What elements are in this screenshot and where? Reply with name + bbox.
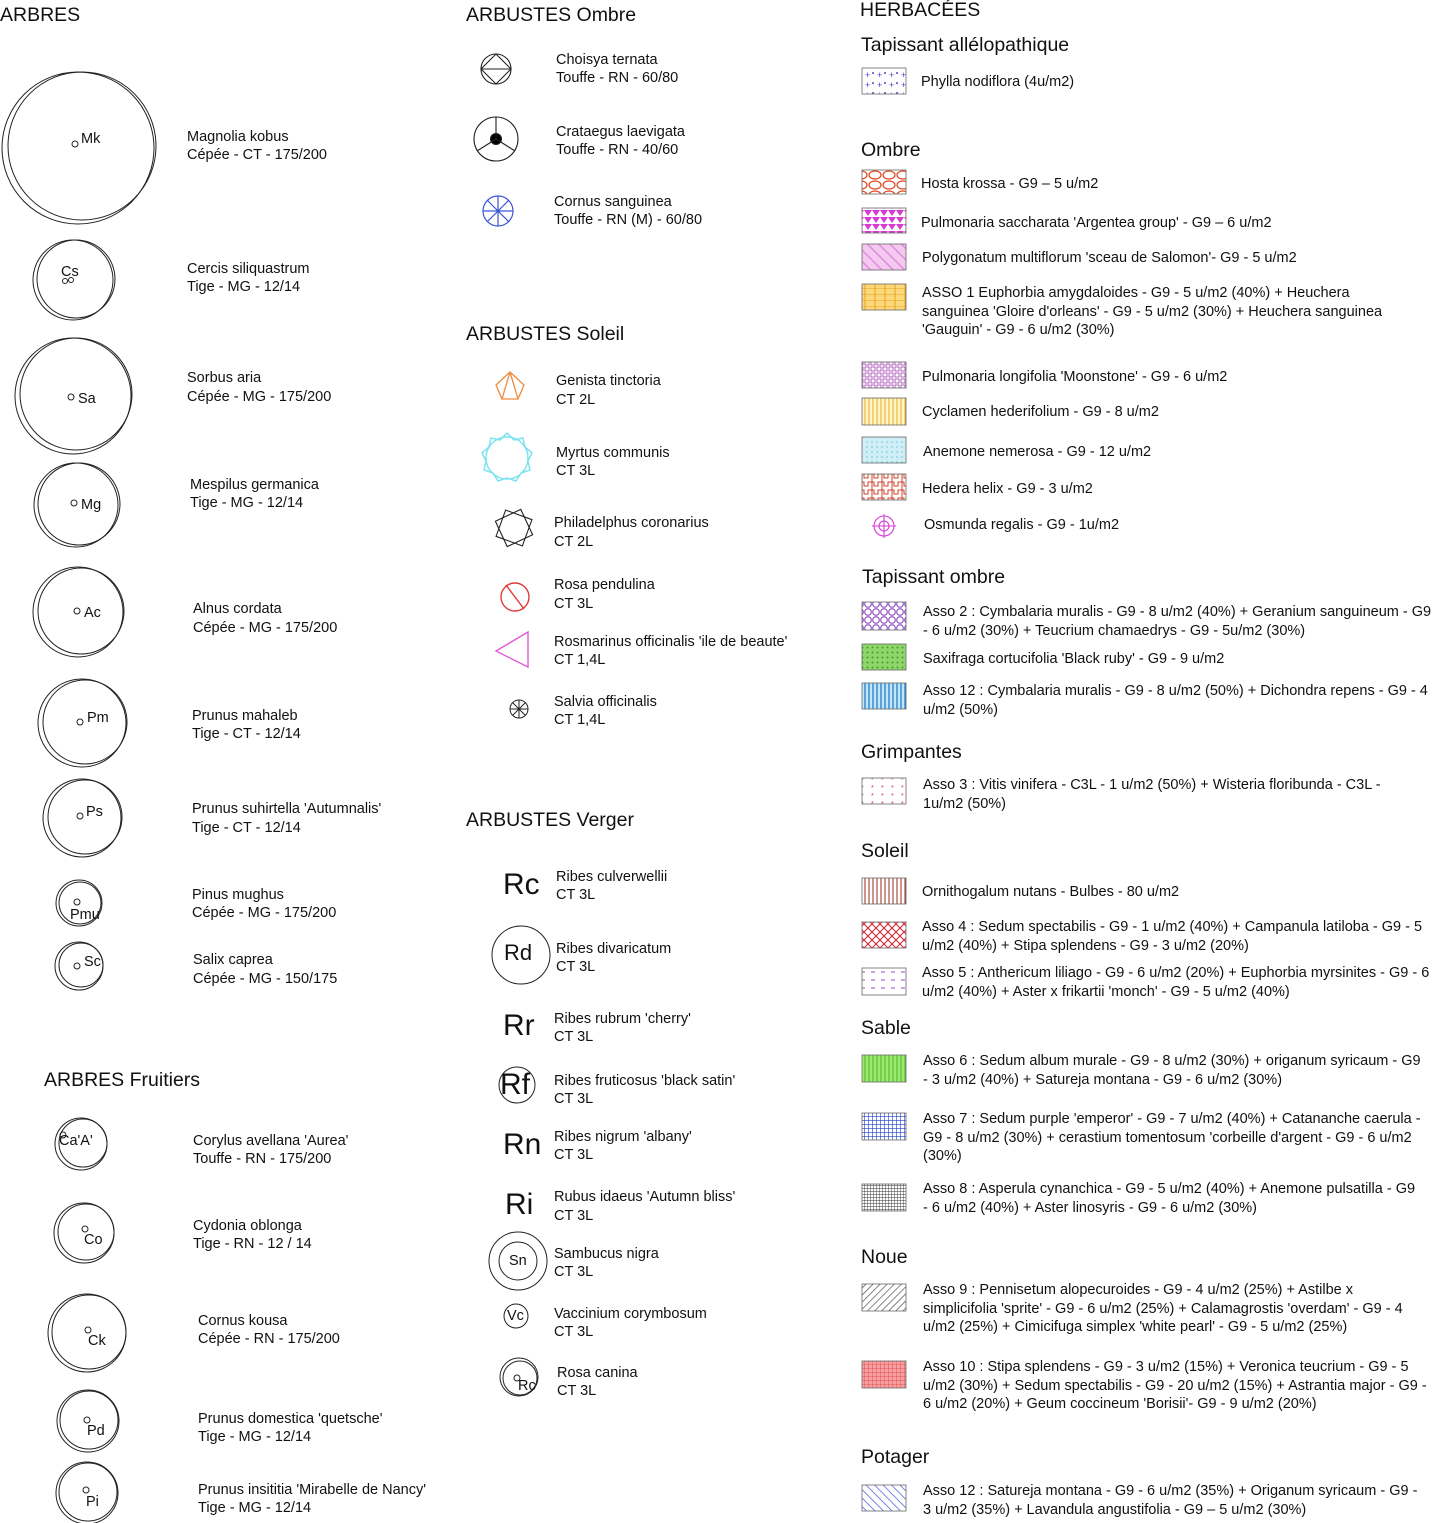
section-title: Sable [861, 1017, 911, 1039]
fruit-tree-spec: Tige - MG - 12/14 [198, 1500, 312, 1516]
shrub-spec: CT 3L [556, 959, 596, 975]
tree-spec: Cépée - MG - 175/200 [187, 389, 332, 405]
herb-item: Asso 7 : Sedum purple 'emperor' - G9 - 7 u/m2 (40%) + Catananche caerula - G9 - 8 u/m2 (30%) + cerastium tomentosum 'corbeille d'argent - G9 - 6 u/m2 (30%) [923, 1111, 1421, 1164]
tree-name: Prunus mahaleb [192, 708, 298, 724]
shrub-name: Cornus sanguinea [554, 194, 672, 210]
tree-code: Mg [81, 497, 102, 513]
fruit-tree-code: Pi [86, 1494, 99, 1510]
herb-item: Phylla nodiflora (4u/m2) [921, 74, 1075, 90]
fruit-tree-spec: Tige - RN - 12 / 14 [193, 1236, 312, 1252]
herb-item: Polygonatum multiflorum 'sceau de Salomon'- G9 - 5 u/m2 [922, 250, 1297, 266]
shrub-spec: CT 1,4L [554, 652, 606, 668]
tree-spec: Cépée - CT - 175/200 [187, 147, 327, 163]
herb-item: Asso 2 : Cymbalaria muralis - G9 - 8 u/m2 (40%) + Geranium sanguineum - G9 - 6 u/m2 (30%) + Teucrium chamaedrys - G9 - 5u/m2 (30%) [923, 604, 1432, 639]
herb-item: Asso 12 : Satureja montana - G9 - 6 u/m2 (35%) + Origanum syricaum - G9 - 3 u/m2 (35%) + Lavandula angustifolia - G9 – 5 u/m2 (30%) [923, 1483, 1418, 1518]
tree-code: Sc [84, 954, 101, 970]
tree-code: Mk [81, 131, 101, 147]
tree-name: Sorbus aria [187, 370, 262, 386]
tree-spec: Cépée - MG - 175/200 [193, 620, 338, 636]
fruit-tree-name: Cornus kousa [198, 1313, 288, 1329]
shrub-name: Crataegus laevigata [556, 124, 685, 140]
herb-item: Ornithogalum nutans - Bulbes - 80 u/m2 [922, 884, 1180, 900]
shrub-code: Rn [503, 1128, 542, 1161]
shrub-spec: CT 3L [554, 596, 594, 612]
herb-item: Asso 4 : Sedum spectabilis - G9 - 1 u/m2 (40%) + Campanula latiloba - G9 - 5 u/m2 (40%) + Stipa splendens - G9 - 3 u/m2 (20%) [922, 919, 1423, 954]
tree-name: Magnolia kobus [187, 129, 289, 145]
shrub-spec: CT 2L [556, 392, 596, 408]
fruit-tree-code: Pd [87, 1423, 105, 1439]
shrub-spec: CT 3L [554, 1091, 594, 1107]
shrub-name: Rosa canina [557, 1365, 638, 1381]
shrub-name: Ribes rubrum 'cherry' [554, 1011, 691, 1027]
shrub-spec: CT 3L [556, 887, 596, 903]
tree-code: Sa [78, 391, 96, 407]
herb-item: Saxifraga cortucifolia 'Black ruby' - G9 - 9 u/m2 [923, 651, 1225, 667]
tree-spec: Tige - MG - 12/14 [190, 495, 304, 511]
shrub-name: Myrtus communis [556, 445, 670, 461]
tree-name: Salix caprea [193, 952, 273, 968]
shrub-spec: CT 3L [554, 1324, 594, 1340]
shrub-name: Philadelphus coronarius [554, 515, 709, 531]
shrub-spec: CT 3L [554, 1208, 594, 1224]
shrub-spec: Touffe - RN - 60/80 [556, 70, 679, 86]
herb-item: Asso 6 : Sedum album murale - G9 - 8 u/m2 (30%) + origanum syricaum - G9 - 3 u/m2 (40%) + Satureja montana - G9 - 6 u/m2 (30%) [923, 1053, 1421, 1088]
fruit-tree-spec: Tige - MG - 12/14 [198, 1429, 312, 1445]
shrub-name: Rubus idaeus 'Autumn bliss' [554, 1189, 736, 1205]
tree-name: Cercis siliquastrum [187, 261, 310, 277]
herb-item: Asso 8 : Asperula cynanchica - G9 - 5 u/m2 (40%) + Anemone pulsatilla - G9 - 6 u/m2 (40%) + Aster linosyris - G9 - 6 u/m2 (30%) [923, 1181, 1416, 1216]
fruit-tree-code: Ca'A' [59, 1133, 93, 1149]
shrub-name: Rosmarinus officinalis 'ile de beaute' [554, 634, 788, 650]
herb-item: Pulmonaria longifolia 'Moonstone' - G9 - 6 u/m2 [922, 369, 1228, 385]
shrub-code: Rf [500, 1068, 530, 1101]
tree-name: Alnus cordata [193, 601, 282, 617]
section-title: Ombre [861, 139, 921, 161]
heading-arbustes-verger: ARBUSTES Verger [466, 809, 634, 831]
tree-spec: Cépée - MG - 150/175 [193, 971, 338, 987]
herb-item: Hedera helix - G9 - 3 u/m2 [922, 481, 1093, 497]
shrub-code: Vc [507, 1308, 524, 1324]
herb-item: Anemone nemerosa - G9 - 12 u/m2 [923, 444, 1152, 460]
tree-spec: Tige - MG - 12/14 [187, 279, 301, 295]
section-title: Tapissant ombre [862, 566, 1006, 588]
heading-arbustes-ombre: ARBUSTES Ombre [466, 4, 637, 26]
shrub-name: Ribes culverwellii [556, 869, 668, 885]
section-title: Tapissant allélopathique [861, 34, 1070, 56]
shrub-spec: Touffe - RN (M) - 60/80 [554, 212, 703, 228]
fruit-tree-code: Ck [88, 1333, 106, 1349]
shrub-name: Ribes fruticosus 'black satin' [554, 1073, 736, 1089]
fruit-tree-name: Prunus insititia 'Mirabelle de Nancy' [198, 1482, 426, 1498]
herb-item: Pulmonaria saccharata 'Argentea group' - G9 – 6 u/m2 [921, 215, 1272, 231]
heading-herbacees: HERBACÉES [860, 0, 981, 21]
shrub-name: Sambucus nigra [554, 1246, 659, 1262]
tree-name: Prunus suhirtella 'Autumnalis' [192, 801, 382, 817]
section-title: Noue [861, 1246, 908, 1268]
fruit-tree-code: Co [84, 1232, 103, 1248]
tree-code: Pmu [70, 907, 100, 923]
fruit-tree-name: Corylus avellana 'Aurea' [193, 1133, 349, 1149]
shrub-name: Ribes divaricatum [556, 941, 672, 957]
section-title: Grimpantes [861, 741, 962, 763]
shrub-name: Salvia officinalis [554, 694, 657, 710]
section-title: Soleil [861, 840, 909, 862]
shrub-code: Ri [505, 1188, 534, 1221]
tree-code: Pm [87, 710, 109, 726]
shrub-code: Rc [518, 1378, 536, 1394]
shrub-spec: CT 1,4L [554, 712, 606, 728]
shrub-code: Rr [503, 1009, 535, 1042]
shrub-code: Rc [503, 868, 540, 901]
shrub-name: Choisya ternata [556, 52, 658, 68]
fruit-tree-spec: Touffe - RN - 175/200 [193, 1151, 332, 1167]
herb-item: Asso 3 : Vitis vinifera - C3L - 1 u/m2 (50%) + Wisteria floribunda - C3L - 1u/m2 (50%) [923, 777, 1381, 812]
heading-arbres-fruitiers: ARBRES Fruitiers [44, 1069, 201, 1091]
fruit-tree-name: Prunus domestica 'quetsche' [198, 1411, 383, 1427]
fruit-tree-name: Cydonia oblonga [193, 1218, 302, 1234]
shrub-name: Genista tinctoria [556, 373, 661, 389]
herb-item: ASSO 1 Euphorbia amygdaloides - G9 - 5 u/m2 (40%) + Heuchera sanguinea 'Gloire d'orleans' - G9 - 5 u/m2 (30%) + Heuchera sanguinea 'Gauguin' - G9 - 6 u/m2 (30%) [922, 285, 1383, 338]
shrub-name: Rosa pendulina [554, 577, 655, 593]
shrub-spec: CT 3L [554, 1147, 594, 1163]
herb-item: Asso 10 : Stipa splendens - G9 - 3 u/m2 (15%) + Veronica teucrium - G9 - 5 u/m2 (30%) + Sedum spectabilis - G9 - 20 u/m2 (15%) + Astrantia major - G9 - 6 u/m2 (20%) + Geum coccineum 'Borisii'- G9 - 9 u/m2 (20%) [923, 1359, 1427, 1412]
tree-code: Ac [84, 605, 101, 621]
shrub-name: Ribes nigrum 'albany' [554, 1129, 692, 1145]
tree-name: Pinus mughus [192, 887, 284, 903]
heading-arbres: ARBRES [0, 4, 81, 26]
tree-code: Ps [86, 804, 103, 820]
tree-name: Mespilus germanica [190, 477, 319, 493]
tree-spec: Tige - CT - 12/14 [192, 726, 301, 742]
tree-code: Cs [61, 264, 79, 280]
herb-item: Osmunda regalis - G9 - 1u/m2 [924, 517, 1120, 533]
tree-spec: Tige - CT - 12/14 [192, 820, 301, 836]
shrub-spec: CT 3L [556, 463, 596, 479]
shrub-name: Vaccinium corymbosum [554, 1306, 707, 1322]
herb-item: Asso 5 : Anthericum liliago - G9 - 6 u/m2 (20%) + Euphorbia myrsinites - G9 - 6 u/m2 (40%) + Aster x frikartii 'monch' - G9 - 5 u/m2 (40%) [922, 965, 1430, 1000]
shrub-code: Rd [504, 940, 533, 965]
section-title: Potager [861, 1446, 930, 1468]
fruit-tree-spec: Cépée - RN - 175/200 [198, 1331, 340, 1347]
shrub-spec: CT 2L [554, 534, 594, 550]
herb-item: Asso 9 : Pennisetum alopecuroides - G9 - 4 u/m2 (25%) + Astilbe x simplicifolia 'sprite' - G9 - 6 u/m2 (25%) + Calamagrostis 'overdam' - G9 - 4 u/m2 (25%) + Cimicifuga simplex 'white pearl' - G9 - 5 u/m2 (25%) [923, 1282, 1403, 1335]
herb-item: Asso 12 : Cymbalaria muralis - G9 - 8 u/m2 (50%) + Dichondra repens - G9 - 4 u/m2 (50%) [923, 683, 1428, 718]
shrub-code: Sn [509, 1253, 527, 1269]
heading-arbustes-soleil: ARBUSTES Soleil [466, 323, 625, 345]
herb-item: Cyclamen hederifolium - G9 - 8 u/m2 [922, 404, 1159, 420]
shrub-spec: CT 3L [554, 1264, 594, 1280]
shrub-spec: CT 3L [554, 1029, 594, 1045]
shrub-spec: Touffe - RN - 40/60 [556, 142, 679, 158]
shrub-spec: CT 3L [557, 1383, 597, 1399]
tree-spec: Cépée - MG - 175/200 [192, 905, 337, 921]
herb-item: Hosta krossa - G9 – 5 u/m2 [921, 176, 1099, 192]
